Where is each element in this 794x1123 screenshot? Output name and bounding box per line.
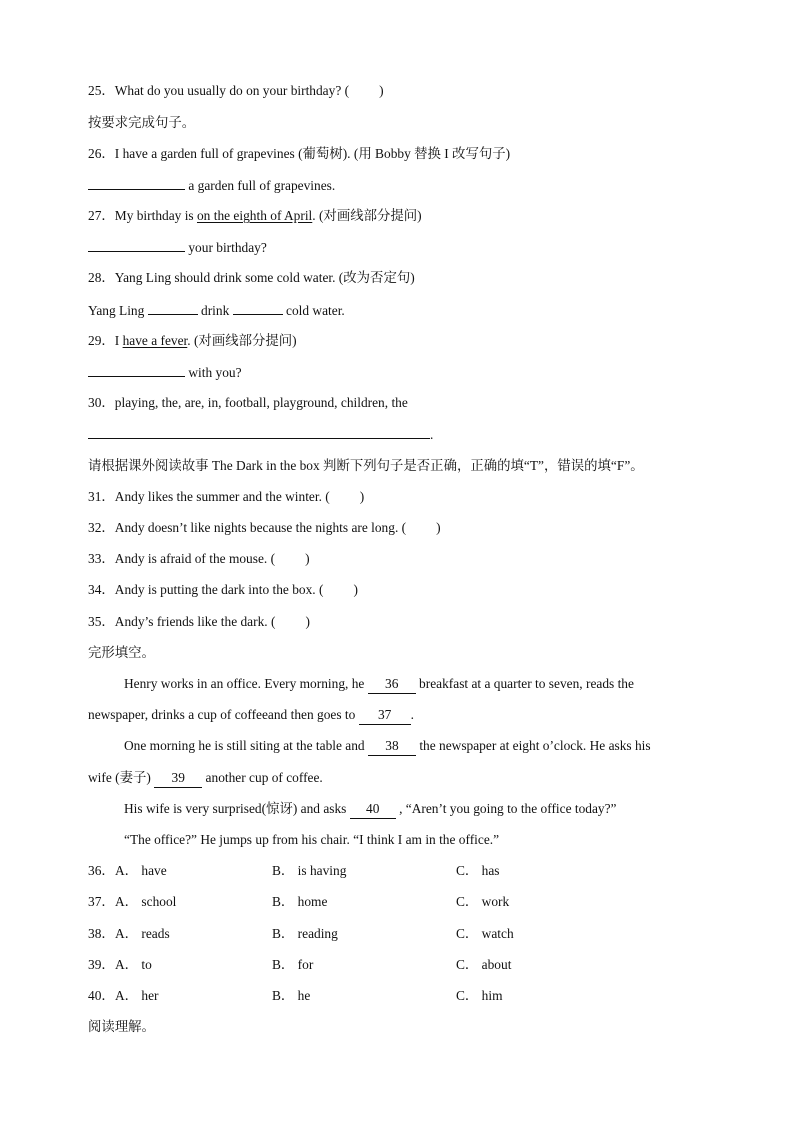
cloze-blank-38[interactable]: 38 [368,737,416,756]
option-a[interactable]: A． reads [115,926,170,941]
tf-item-32: 32．Andy doesn’t like nights because the nights are long. ( ) [88,520,441,535]
cloze-paragraph-line: “The office?” He jumps up from his chair. “I think I am in the office.” [124,832,500,847]
underlined-phrase: on the eighth of April [196,208,313,223]
question-number: 29． [88,333,115,348]
cloze-paragraph-line: One morning he is still siting at the table and 38 the newspaper at eight o’clock. He asks his [124,737,651,756]
question-number: 25． [88,83,115,98]
option-b[interactable]: B． home [272,894,328,909]
option-c[interactable]: C． watch [456,926,514,941]
answer-line-28: Yang Ling drink cold water. [88,303,345,318]
question-text: What do you usually do on your birthday? ( [114,83,350,98]
worksheet-page: 25．What do you usually do on your birthday? ( ) 按要求完成句子。 26．I have a garden full of grapevines (葡萄树). (用 Bobby 替换 I 改写句子) a garden full of grapevines. 27．My birthday is on the eighth of April. (对画线部分提问) your birthday? 28．Yang Ling should drink some cold water. (改为否定句) Yang Ling drink cold water. 29．I have a fever. (对画线部分提问) with you? 30．playing, the, are, in, football, playground, children, the . 请根据课外阅读故事 The Dark in the box 判断下列句子是否正确，正确的填“T”，错误的填“F”。 31．Andy likes the summer and the winter. ( ) 32．Andy doesn’t like nights because the nights are long. ( ) 33．Andy is afraid of the mouse. ( ) 34．Andy is putting the dark into the box. ( ) 35．Andy’s friends like the dark. ( ) 完形填空。 Henry works in an office. Every morning, he 36 breakfast at a quarter to seven, reads the newspaper, drinks a cup of coffeeand then goes to 37 . One morning he is still siting at the table and 38 the newspaper at eight o’clock. He asks his wife (妻子) 39 another cup of coffee. His wife is very surprised(惊讶) and asks 40 , “Aren’t you going to the office today?” “The office?” He jumps up from his chair. “I think I am in the office.” 36． A． have B． is having C． has 37． A． school B． home C． work 38． A． reads B． reading C． watch 39． A． to B． for C． about 40． A． her B． he C． him 阅读理解。 [88,83,651,1034]
answer-blank[interactable] [88,363,185,377]
option-a[interactable]: A． to [115,957,152,972]
question-text: Yang Ling should drink some cold water. (改为否定句) [114,270,415,285]
tf-item-34: 34．Andy is putting the dark into the box. ( ) [88,582,358,597]
cloze-paragraph-line: His wife is very surprised(惊讶) and asks 40 , “Aren’t you going to the office today?” [124,800,617,819]
question-28 [88,269,415,287]
option-c[interactable]: C． about [456,957,512,972]
question-26 [88,145,510,163]
question-text: playing, the, are, in, football, playground, children, the [114,395,408,410]
question-25: 25．What do you usually do on your birthday? ( ) [88,83,384,98]
question-27: 27．My birthday is on the eighth of April. (对画线部分提问) [88,208,422,223]
tf-item-35: 35．Andy’s friends like the dark. ( ) [88,614,310,629]
option-a[interactable]: A． have [115,863,167,878]
underlined-phrase: have a fever [122,333,188,348]
tf-item-31: 31．Andy likes the summer and the winter. ( ) [88,489,365,504]
option-c[interactable]: C． has [456,863,500,878]
answer-blank[interactable] [233,301,283,315]
cloze-paragraph-line: wife (妻子) 39 another cup of coffee. [88,769,323,788]
answer-blank[interactable] [148,301,198,315]
section-heading-true-false: 请根据课外阅读故事 The Dark in the box 判断下列句子是否正确，正确的填“T”，错误的填“F”。 [88,458,644,473]
option-c[interactable]: C． him [456,988,503,1003]
cloze-blank-37[interactable]: 37 [359,706,411,725]
section-heading-rewrite: 按要求完成句子。 [88,115,196,130]
question-number: 28． [88,270,115,285]
answer-blank[interactable] [88,238,185,252]
option-b[interactable]: B． for [272,957,314,972]
question-number: 26． [88,146,115,161]
option-a[interactable]: A． school [115,894,177,909]
question-29: 29．I have a fever. (对画线部分提问) [88,333,297,348]
option-b[interactable]: B． reading [272,926,338,941]
cloze-paragraph-line: newspaper, drinks a cup of coffeeand then goes to 37 . [88,706,414,725]
option-c[interactable]: C． work [456,894,510,909]
cloze-paragraph-line: Henry works in an office. Every morning, he 36 breakfast at a quarter to seven, reads the [124,675,634,694]
question-number: 27． [88,208,115,223]
option-b[interactable]: B． is having [272,863,347,878]
answer-line-29: with you? [88,363,242,382]
option-a[interactable]: A． her [115,988,159,1003]
section-heading-cloze: 完形填空。 [88,645,155,660]
question-30 [88,394,408,412]
answer-line-27: your birthday? [88,238,267,257]
section-heading-reading: 阅读理解。 [88,1019,155,1034]
question-text: I have a garden full of grapevines (葡萄树). (用 Bobby 替换 I 改写句子) [114,146,511,161]
answer-blank[interactable] [88,176,185,190]
question-number: 30． [88,395,115,410]
answer-line-30: . [88,425,433,444]
answer-line-26: a garden full of grapevines. [88,176,335,195]
cloze-blank-39[interactable]: 39 [154,769,202,788]
tf-item-33: 33．Andy is afraid of the mouse. ( ) [88,551,310,566]
option-b[interactable]: B． he [272,988,311,1003]
answer-blank[interactable] [88,425,430,439]
cloze-blank-36[interactable]: 36 [368,675,416,694]
cloze-blank-40[interactable]: 40 [350,800,396,819]
